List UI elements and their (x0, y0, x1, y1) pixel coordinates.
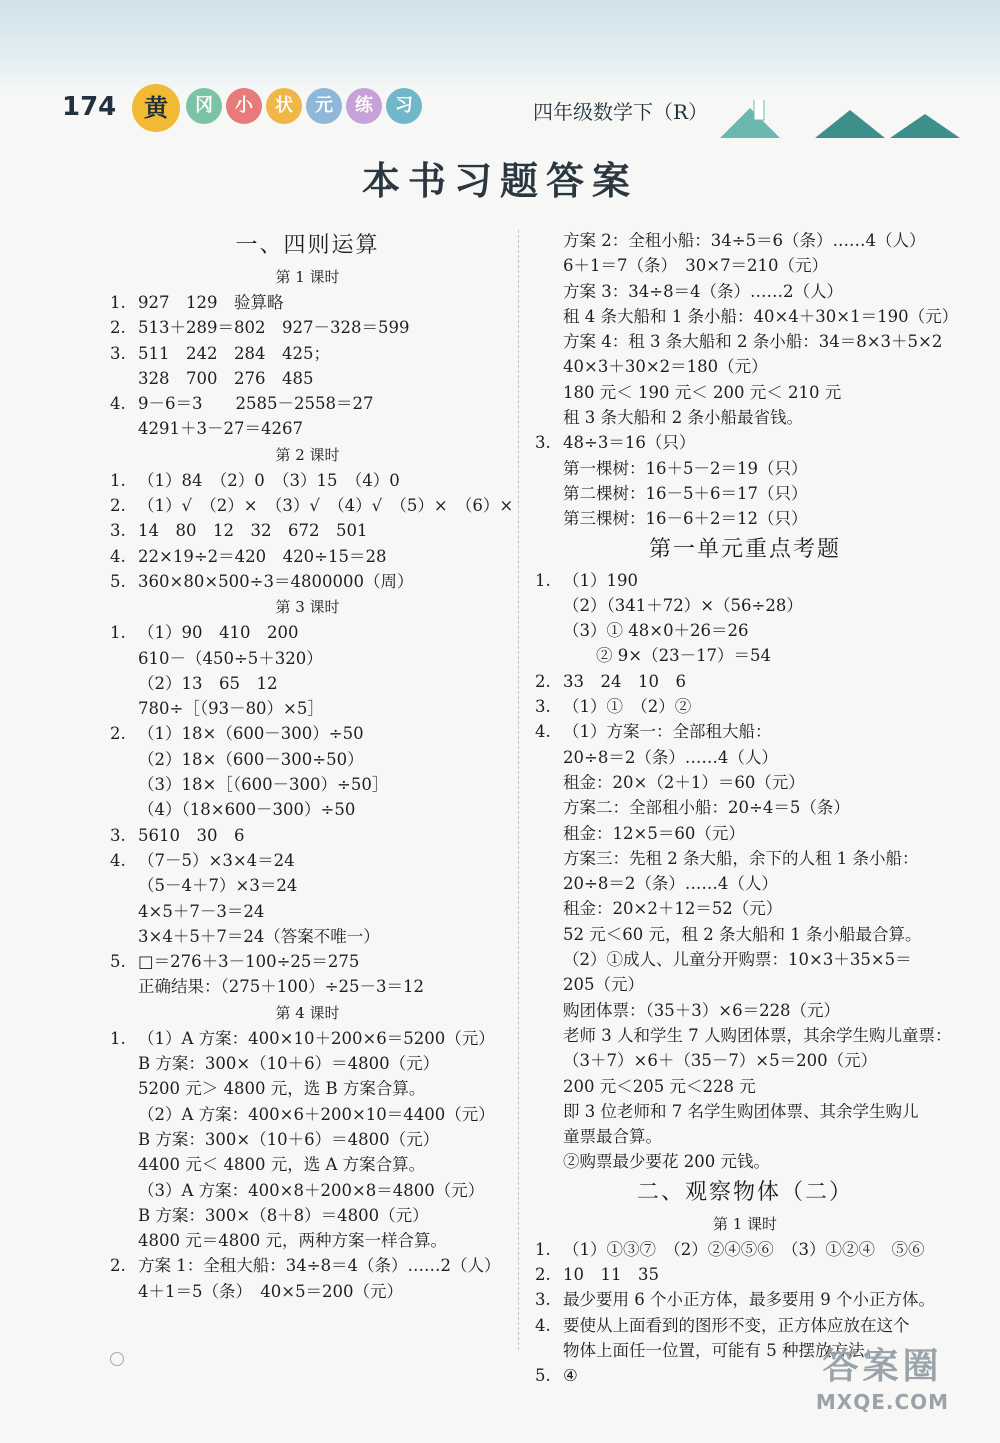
answer-line: （2）13 65 12 (138, 673, 278, 693)
answer-item (110, 949, 505, 974)
answer-item (110, 391, 505, 416)
question-number: 2. (535, 671, 551, 691)
question-number: 4. (110, 850, 126, 870)
answer-text: 要使从上面看到的图形不变，正方体应放在这个 (563, 1315, 910, 1335)
answer-line: 第一棵树：16＋5－2＝19（只） (563, 458, 808, 478)
question-number: 2. (110, 724, 126, 744)
answer-item (110, 468, 505, 493)
answer-line: 童票最合算。 (563, 1127, 662, 1147)
answer-text: □＝276＋3－100÷25＝275 (138, 952, 360, 972)
answer-item (110, 544, 505, 569)
answer-text: 最少要用 6 个小正方体，最多要用 9 个小正方体。 (563, 1290, 935, 1310)
question-number: 3. (110, 521, 126, 541)
question-number: 5. (110, 571, 126, 591)
brand-logo-char: 冈 (186, 88, 222, 124)
answer-text: 927 129 验算略 (138, 293, 284, 312)
answer-line: 6＋1＝7（条） 30×7＝210（元） (563, 256, 829, 276)
answer-line: 租 4 条大船和 1 条小船：40×4＋30×1＝190（元） (563, 306, 959, 326)
answer-line: 老师 3 人和学生 7 人购团体票，其余学生购儿童票： (563, 1025, 952, 1045)
answer-text: 22×19÷2＝420 420÷15＝28 (138, 546, 387, 566)
answer-line: 200 元＜205 元＜228 元 (563, 1076, 756, 1096)
answer-text: 5610 30 6 (138, 825, 245, 845)
page-header (0, 0, 1000, 150)
answer-item (535, 719, 955, 744)
answer-line: 租 3 条大船和 2 条小船最省钱。 (563, 408, 803, 428)
answer-text: （1）A 方案：400×10＋200×6＝5200（元） (138, 1028, 495, 1048)
question-number: 4. (110, 546, 126, 566)
brand-logo-char: 小 (226, 88, 262, 124)
answer-text: （1）84 （2）0 （3）15 （4）0 (138, 470, 400, 490)
question-number: 2. (110, 318, 126, 338)
answer-line: 180 元＜ 190 元＜ 200 元＜ 210 元 (563, 382, 842, 402)
section-heading: 第一单元重点考题 (648, 536, 841, 562)
answer-item (535, 568, 955, 593)
answer-line: 610－（450÷5＋320） (138, 648, 323, 668)
answer-line: （2）18×（600－300÷50） (138, 749, 364, 769)
question-number: 1. (535, 570, 551, 590)
watermark-logo (800, 1345, 965, 1415)
question-number: 4. (110, 394, 126, 414)
question-number: 2. (535, 1264, 551, 1284)
question-number: 5. (535, 1366, 551, 1386)
answer-line: 租金：20×（2＋1）＝60（元） (563, 772, 805, 792)
answer-text: 14 80 12 32 672 501 (138, 521, 368, 541)
answer-line: 205（元） (563, 975, 644, 995)
answer-item (535, 669, 955, 694)
answer-line: 方案 2：全租小船：34÷5＝6（条）……4（人） (563, 231, 926, 250)
answer-line: ② 9×（23－17）＝54 (563, 646, 772, 666)
answer-line: 方案 3：34÷8＝4（条）……2（人） (563, 281, 844, 301)
answer-line: 即 3 位老师和 7 名学生购团体票、其余学生购儿 (563, 1101, 919, 1121)
answer-line: 4＋1＝5（条） 40×5＝200（元） (138, 1281, 404, 1301)
lesson-heading: 第 3 课时 (275, 598, 340, 617)
answer-text: （1）90 410 200 (138, 623, 299, 643)
brand-logo-char: 习 (386, 88, 422, 124)
answer-line: ②购票最少要花 200 元钱。 (563, 1152, 770, 1172)
column-divider (518, 230, 519, 1350)
brand-logo-char: 状 (266, 88, 302, 124)
right-column (535, 228, 959, 1388)
lesson-heading: 第 1 课时 (712, 1214, 778, 1233)
answer-text: 方案 1：全租大船：34÷8＝4（条）……2（人） (138, 1256, 501, 1276)
question-number: 1. (110, 623, 126, 643)
question-number: 3. (535, 1290, 551, 1310)
answer-item (110, 1253, 505, 1278)
answer-line: 52 元＜60 元，租 2 条大船和 1 条小船最合算。 (563, 924, 922, 944)
answer-item (110, 315, 505, 340)
question-number: 2. (110, 1256, 126, 1276)
question-number: 3. (110, 825, 126, 845)
answer-line: 物体上面任一位置，可能有 5 种摆放方法。 (563, 1340, 881, 1360)
watermark-title: 答案圈 (822, 1346, 943, 1387)
question-number: 2. (110, 496, 126, 516)
answer-item (110, 1026, 505, 1051)
answer-line: （2）（341＋72）×（56÷28） (563, 595, 803, 615)
answer-line: 正确结果：（275＋100）÷25－3＝12 (138, 977, 425, 997)
brand-logo (186, 88, 422, 124)
question-number: 4. (535, 722, 551, 742)
answer-line: 20÷8＝2（条）……4（人） (563, 874, 778, 894)
bubble-icon (110, 1352, 124, 1366)
answer-item (535, 1313, 955, 1338)
answer-line: （5－4＋7）×3＝24 (138, 876, 298, 896)
answer-line: B 方案：300×（10＋6）＝4800（元） (138, 1129, 440, 1149)
answer-item (110, 721, 505, 746)
answer-line: 4×5＋7－3＝24 (138, 901, 265, 921)
answer-text: 360×80×500÷3＝4800000（周） (138, 571, 414, 591)
answer-text: （1）18×（600－300）÷50 (138, 724, 364, 744)
answer-line: 328 700 276 485 (138, 368, 314, 388)
answer-line: 租金：20×2＋12＝52（元） (563, 899, 783, 919)
answer-line: 4800 元＝4800 元，两种方案一样合算。 (138, 1231, 447, 1251)
lesson-heading: 第 2 课时 (275, 445, 340, 464)
brand-logo-char: 元 (306, 88, 342, 124)
answer-text: 10 11 35 (563, 1264, 659, 1284)
brand-logo-char: 练 (346, 88, 382, 124)
answer-line: 40×3＋30×2＝180（元） (563, 357, 768, 377)
brand-logo-badge: 黄 (132, 84, 180, 132)
answer-line: 780÷［（93－80）×5］ (138, 699, 324, 719)
answer-line: （3）A 方案：400×8＋200×8＝4800（元） (138, 1180, 485, 1200)
answer-item (110, 493, 514, 518)
answer-line: 方案二：全部租小船：20÷4＝5（条） (563, 798, 850, 818)
answer-text: 33 24 10 6 (563, 671, 686, 691)
answer-line: （4）（18×600－300）÷50 (138, 800, 356, 820)
question-number: 1. (110, 470, 126, 490)
answer-item (110, 341, 505, 366)
answer-item (110, 848, 505, 873)
answer-item (535, 1287, 955, 1312)
mountains-icon (720, 100, 980, 140)
answer-line: 第三棵树：16－6＋2＝12（只） (563, 509, 808, 529)
question-number: 3. (535, 433, 551, 453)
question-number: 5. (110, 952, 126, 972)
answer-line: 20÷8＝2（条）……4（人） (563, 747, 778, 767)
page-title: 本书习题答案 (361, 159, 638, 203)
answer-line: B 方案：300×（10＋6）＝4800（元） (138, 1054, 440, 1074)
question-number: 1. (535, 1239, 551, 1259)
answer-item (535, 1262, 955, 1287)
question-number: 3. (110, 343, 126, 363)
answer-text: 511 242 284 425； (138, 343, 330, 363)
answer-text: 513＋289＝802 927－328＝599 (138, 318, 410, 338)
answer-item (535, 1237, 955, 1262)
question-number: 1. (110, 293, 126, 312)
answer-text: （1）方案一：全部租大船： (563, 722, 772, 742)
left-column (110, 228, 514, 1304)
answer-line: （3）18×［（600－300）÷50］ (138, 775, 389, 795)
answer-text: （1）①③⑦ （2）②④⑤⑥ （3）①②④ ⑤⑥ (563, 1239, 925, 1259)
section-heading: 二、观察物体（二） (636, 1179, 853, 1205)
question-number: 4. (535, 1315, 551, 1335)
lesson-heading: 第 1 课时 (275, 268, 340, 286)
answer-line: 5200 元＞ 4800 元，选 B 方案合算。 (138, 1079, 426, 1099)
lesson-heading: 第 4 课时 (275, 1003, 340, 1022)
answer-item (110, 290, 505, 315)
answer-line: （3）① 48×0＋26＝26 (563, 621, 749, 641)
answer-text: 48÷3＝16（只） (563, 433, 696, 453)
answer-text: 9－6＝3 2585－2558＝27 (138, 394, 374, 414)
answer-item (110, 620, 505, 645)
answer-text: （1）190 (563, 570, 638, 590)
answer-line: 第二棵树：16－5＋6＝17（只） (563, 483, 808, 503)
answer-item (535, 694, 955, 719)
answer-item (535, 430, 955, 455)
answer-line: 方案 4：租 3 条大船和 2 条小船：34＝8×3＋5×2 (563, 332, 943, 352)
answer-line: 4291＋3－27＝4267 (138, 419, 303, 439)
answer-line: 购团体票：（35＋3）×6＝228（元） (563, 1000, 841, 1020)
answer-line: 方案三：先租 2 条大船，余下的人租 1 条小船： (563, 848, 919, 868)
answer-line: （2）A 方案：400×6＋200×10＝4400（元） (138, 1104, 495, 1124)
answer-text: （1）√ （2）× （3）√ （4）√ （5）× （6）× (138, 496, 514, 516)
section-heading: 一、四则运算 (235, 233, 380, 258)
answer-text: （7－5）×3×4＝24 (138, 850, 295, 870)
answer-line: 租金：12×5＝60（元） (563, 823, 745, 843)
answer-line: （3＋7）×6＋（35－7）×5＝200（元） (563, 1051, 878, 1071)
answer-line: B 方案：300×（8＋8）＝4800（元） (138, 1205, 429, 1225)
answer-text: （1）① （2）② (563, 697, 692, 717)
answer-item (110, 823, 505, 848)
answer-item (110, 518, 505, 543)
answer-line: （2）①成人、儿童分开购票：10×3＋35×5＝ (563, 950, 912, 970)
page-number: 174 (62, 92, 117, 122)
answer-line: 4400 元＜ 4800 元，选 A 方案合算。 (138, 1155, 426, 1175)
question-number: 3. (535, 697, 551, 717)
question-number: 1. (110, 1028, 126, 1048)
grade-label: 四年级数学下（R） (533, 100, 709, 124)
watermark-url: MXQE.COM (815, 1390, 950, 1414)
answer-line: 3×4＋5＋7＝24（答案不唯一） (138, 926, 380, 946)
header-banner (0, 0, 1000, 95)
answer-item (110, 569, 505, 594)
answer-text: ④ (563, 1366, 578, 1386)
